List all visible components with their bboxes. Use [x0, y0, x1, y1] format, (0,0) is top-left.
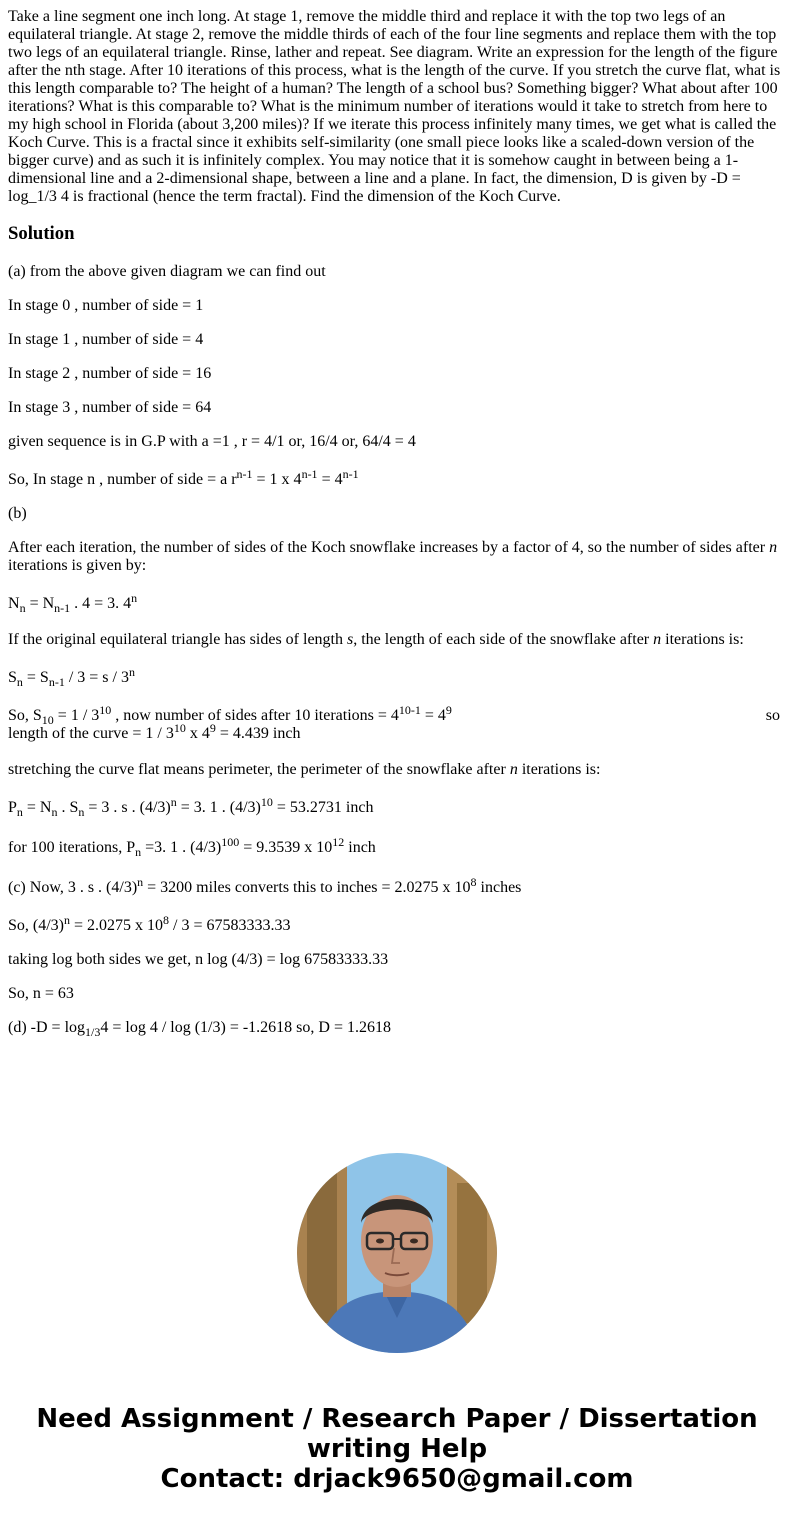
part-a-intro: (a) from the above given diagram we can find out: [8, 263, 326, 280]
stage-3-line: In stage 3 , number of side = 64: [8, 399, 212, 416]
para-italic: n: [653, 631, 662, 648]
formula-text: = N: [22, 799, 52, 816]
help-banner: [0, 1404, 794, 1494]
formula-sub: n: [51, 805, 58, 819]
formula-sup: 10: [173, 721, 186, 735]
author-portrait-image: [297, 1153, 497, 1353]
stretch-paragraph: [8, 761, 784, 779]
stage-n-formula: [8, 467, 784, 489]
formula-sub: n-1: [48, 675, 65, 689]
formula-sup: n: [131, 591, 138, 605]
part-c-line-3: taking log both sides we get, n log (4/3) = log 67583333.33: [8, 951, 389, 968]
formula-text: = 4: [317, 471, 343, 488]
formula-sup: 8: [470, 875, 477, 889]
part-b-label: (b): [8, 505, 27, 522]
formula-sup: n: [128, 665, 135, 679]
formula-text: for 100 iterations, P: [8, 839, 136, 856]
part-c-line-2: [8, 913, 784, 935]
para-text: stretching the curve flat means perimeter, the perimeter of the snowflake after: [8, 761, 510, 778]
banner-contact: Contact: drjack9650@gmail.com: [160, 1464, 634, 1494]
formula-text: inches: [476, 879, 522, 896]
formula-sup: 12: [332, 835, 345, 849]
formula-text: , now number of sides after 10 iterations = 4: [111, 707, 399, 724]
s10-formula: [8, 703, 784, 743]
formula-sup: 10: [260, 795, 273, 809]
formula-sup: 9: [445, 703, 452, 717]
formula-sup: n-1: [301, 467, 318, 481]
para-italic: s: [347, 631, 354, 648]
formula-text: = 4: [420, 707, 446, 724]
formula-text: =3. 1 . (4/3): [141, 839, 222, 856]
part-b-paragraph: [8, 539, 784, 575]
gp-line: given sequence is in G.P with a =1 , r = 4/1 or, 16/4 or, 64/4 = 4: [8, 433, 416, 450]
formula-sub: 1/3: [85, 1025, 101, 1039]
formula-text: = 1 / 3: [53, 707, 100, 724]
formula-text: inch: [344, 839, 376, 856]
formula-sub: n: [78, 805, 85, 819]
formula-sup: n-1: [342, 467, 359, 481]
formula-sup: n: [137, 875, 144, 889]
pn-formula: [8, 795, 784, 819]
author-avatar: [297, 1153, 497, 1353]
formula-sub: n: [135, 845, 142, 859]
para-text: iterations is:: [517, 761, 601, 778]
formula-text: = 9.3539 x 10: [239, 839, 333, 856]
nn-formula: [8, 591, 784, 615]
formula-text: So, (4/3): [8, 917, 64, 934]
formula-sup: 10-1: [398, 703, 421, 717]
formula-text: S: [8, 669, 17, 686]
formula-text: 4 = log 4 / log (1/3) = -1.2618 so, D = 1.2618: [100, 1019, 391, 1036]
part-c-line-4: So, n = 63: [8, 985, 74, 1002]
formula-text: = N: [25, 595, 55, 612]
formula-text: N: [8, 595, 20, 612]
formula-sup: n: [170, 795, 177, 809]
formula-text: = 53.2731 inch: [272, 799, 374, 816]
formula-text: = 3. 1 . (4/3): [176, 799, 261, 816]
question-text: Take a line segment one inch long. At stage 1, remove the middle third and replace it with the top two legs of an equilateral triangle. At stage 2, remove the middle thirds of each of the four line segments and replace them with the top two legs of an equilateral triangle. Rinse, lather and repeat. See diagram. Write an expression for the length of the figure after the nth stage. After 10 iterations of this process, what is the length of the curve. If you stretch the curve flat, what is this length comparable to? The height of a human? The length of a school bus? Something bigger? What about after 100 iterations? What is this comparable to? What is the minimum number of iterations would it take to stretch from here to my high school in Florida (about 3,200 miles)? If we iterate this process infinitely many times, we get what is called the Koch Curve. This is a fractal since it exhibits self-similarity (one small piece looks like a scaled-down version of the bigger curve) and as such it is infinitely complex. You may notice that it is somehow caught in between being a 1-dimensional line and a 2-dimensional shape, between a line and a plane. In fact, the dimension, D is given by -D = log_1/3 4 is fractional (hence the term fractal). Find the dimension of the Koch Curve.: [8, 8, 781, 205]
formula-text: . 4 = 3. 4: [70, 595, 132, 612]
stage-0-line: In stage 0 , number of side = 1: [8, 297, 204, 314]
formula-sub: n: [19, 601, 26, 615]
para-text: , the length of each side of the snowflake after: [353, 631, 654, 648]
formula-text: . S: [57, 799, 79, 816]
para-text: iterations is:: [661, 631, 744, 648]
formula-text: = 3 . s . (4/3): [84, 799, 171, 816]
formula-sup: n: [64, 913, 70, 927]
solution-heading: Solution: [8, 223, 75, 244]
p100-formula: [8, 835, 784, 859]
formula-text: P: [8, 799, 17, 816]
para-italic: n: [509, 761, 518, 778]
formula-text: = 4.439 inch: [215, 725, 301, 742]
stage-2-line: In stage 2 , number of side = 16: [8, 365, 212, 382]
para-text: If the original equilateral triangle has sides of length: [8, 631, 347, 648]
formula-text: = 1 x 4: [252, 471, 302, 488]
formula-sup: 9: [209, 721, 216, 735]
formula-text: = 3200 miles converts this to inches = 2.0275 x 10: [143, 879, 471, 896]
para-text: After each iteration, the number of sides of the Koch snowflake increases by a factor of 4, so the number of sides after: [8, 539, 770, 556]
formula-sub: n: [16, 805, 23, 819]
formula-sup: n-1: [236, 467, 253, 481]
formula-sup: 8: [163, 913, 170, 927]
para-italic: n: [769, 539, 778, 556]
formula-text: (d) -D = log: [8, 1019, 86, 1036]
formula-sub: n-1: [54, 601, 71, 615]
document-content: [8, 8, 784, 1053]
formula-sub: 10: [41, 713, 54, 727]
formula-sup: 10: [99, 703, 112, 717]
para-text: iterations is given by:: [8, 557, 147, 574]
formula-text: So, In stage n , number of side = a r: [8, 471, 237, 488]
formula-text: = S: [22, 669, 49, 686]
side-length-paragraph: [8, 631, 784, 649]
part-d-formula: [8, 1019, 784, 1037]
banner-line-1: Need Assignment / Research Paper / Dissertation: [36, 1404, 758, 1434]
formula-text: So, S: [8, 707, 42, 724]
stage-1-line: In stage 1 , number of side = 4: [8, 331, 204, 348]
so-text: so: [765, 707, 780, 724]
formula-sub: n: [16, 675, 23, 689]
sn-formula: [8, 665, 784, 689]
formula-sup: 100: [221, 835, 240, 849]
formula-text: = 2.0275 x 10: [70, 917, 164, 934]
formula-text: / 3 = 67583333.33: [169, 917, 291, 934]
formula-text: length of the curve = 1 / 3: [8, 725, 174, 742]
formula-text: x 4: [185, 725, 210, 742]
formula-text: / 3 = s / 3: [64, 669, 129, 686]
banner-line-2: writing Help: [306, 1434, 488, 1464]
formula-text: (c) Now, 3 . s . (4/3): [8, 879, 138, 896]
part-c-formula: [8, 875, 784, 897]
